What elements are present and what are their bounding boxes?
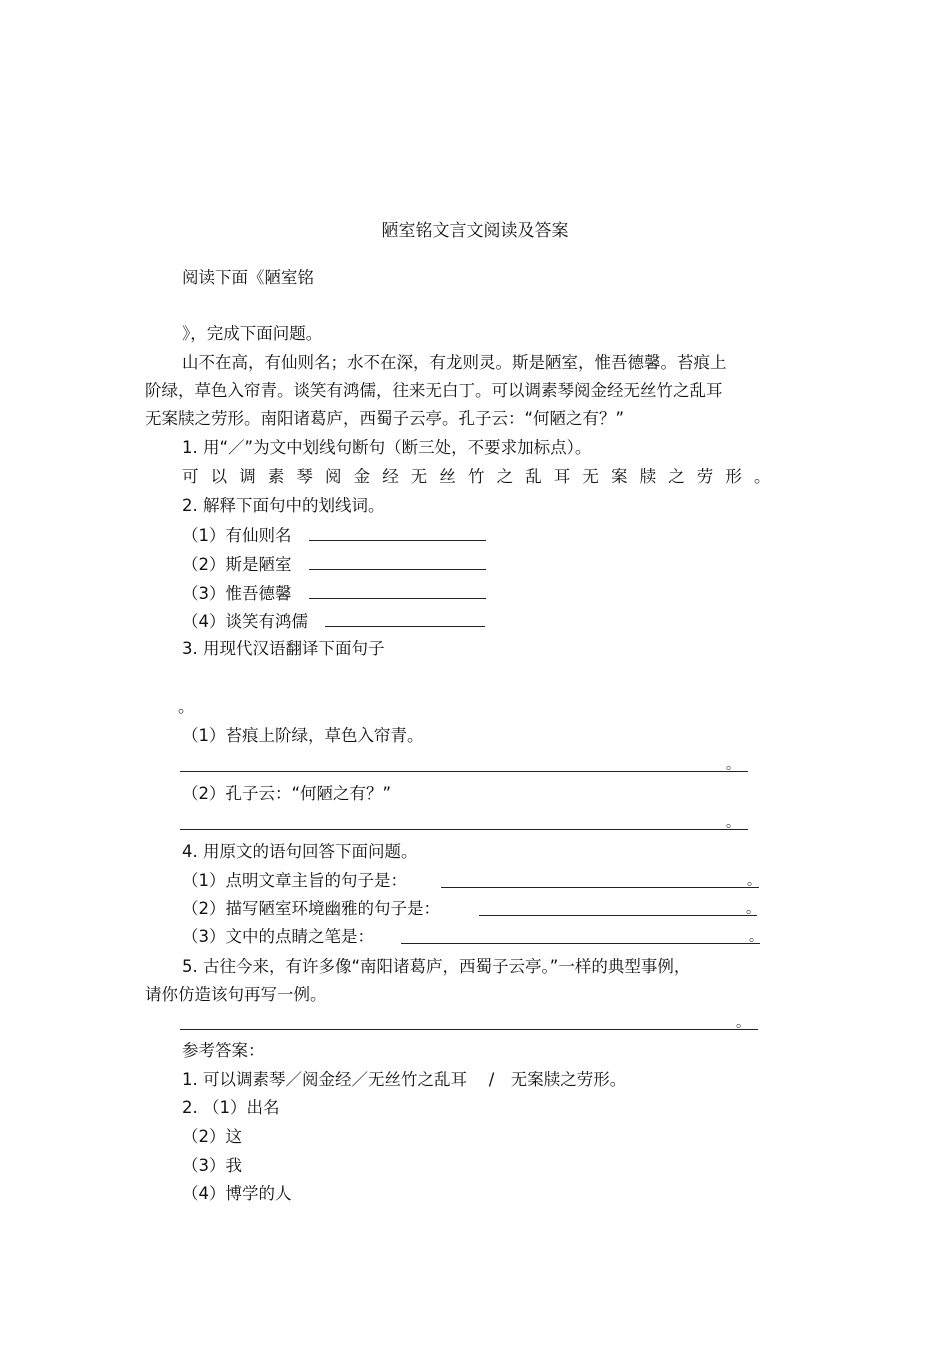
- q1-prompt: 1. 用“／”为文中划线句断句（断三处，不要求加标点）。: [182, 438, 592, 457]
- q3-item-2: （2）孔子云：“何陋之有？”: [182, 784, 392, 803]
- q2-item-1: [182, 524, 486, 546]
- q3-prompt: 3. 用现代汉语翻译下面句子: [182, 639, 385, 658]
- q2-item-3: [182, 582, 486, 604]
- answer-2-1: 2. （1）出名: [182, 1098, 280, 1117]
- q5-line-1: 5. 古往今来，有许多像“南阳诸葛庐，西蜀子云亭。”一样的典型事例，: [182, 957, 691, 976]
- q4-item-1: （1）点明文章主旨的句子是：: [182, 871, 407, 890]
- q3-item-1: （1）苔痕上阶绿，草色入帘青。: [182, 726, 424, 745]
- answer-2-2: （2）这: [182, 1127, 242, 1146]
- q2-item-label: （3）惟吾德馨: [182, 584, 292, 603]
- q2-answer-blank[interactable]: [325, 610, 485, 627]
- q3-answer-line-1[interactable]: [180, 770, 748, 772]
- intro-line-1: 阅读下面《陋室铭: [182, 268, 314, 287]
- q3-answer-line-2[interactable]: [180, 828, 748, 830]
- q5-end-mark: 。: [736, 1015, 750, 1031]
- intro-line-2: 》，完成下面问题。: [182, 324, 323, 343]
- answers-heading: 参考答案：: [182, 1041, 265, 1060]
- q1-sentence: 可以调素琴阅金经无丝竹之乱耳无案牍之劳形。: [182, 467, 783, 486]
- q4-end-mark-1: 。: [747, 873, 761, 889]
- q2-item-4: [182, 610, 485, 632]
- q2-answer-blank[interactable]: [309, 553, 486, 570]
- q3-end-mark-2: 。: [726, 815, 740, 831]
- q3-end-mark-1: 。: [726, 757, 740, 773]
- q2-item-2: [182, 553, 486, 575]
- passage-line-1: 山不在高，有仙则名；水不在深，有龙则灵。斯是陋室，惟吾德馨。苔痕上: [182, 353, 727, 372]
- q4-end-mark-3: 。: [749, 929, 763, 945]
- q4-item-2: （2）描写陋室环境幽雅的句子是：: [182, 899, 440, 918]
- q4-item-3: （3）文中的点睛之笔是：: [182, 927, 374, 946]
- passage-line-3: 无案牍之劳形。南阳诸葛庐，西蜀子云亭。孔子云：“何陋之有？”: [145, 409, 625, 428]
- q2-answer-blank[interactable]: [309, 524, 486, 541]
- passage-line-2: 阶绿，草色入帘青。谈笑有鸿儒，往来无白丁。可以调素琴阅金经无丝竹之乱耳: [145, 381, 723, 400]
- q2-item-label: （4）谈笑有鸿儒: [182, 612, 308, 631]
- q4-end-mark-2: 。: [746, 901, 760, 917]
- q4-prompt: 4. 用原文的语句回答下面问题。: [182, 842, 418, 861]
- q2-answer-blank[interactable]: [309, 582, 486, 599]
- q5-answer-line[interactable]: [180, 1028, 758, 1030]
- answer-2-4: （4）博学的人: [182, 1184, 292, 1203]
- q2-item-label: （1）有仙则名: [182, 526, 292, 545]
- q2-item-label: （2）斯是陋室: [182, 555, 292, 574]
- page-title: 陋室铭文言文阅读及答案: [381, 221, 569, 241]
- answer-1: 1. 可以调素琴／阅金经／无丝竹之乱耳 / 无案牍之劳形。: [182, 1070, 627, 1089]
- q4-answer-line-2[interactable]: [479, 914, 757, 916]
- q4-answer-line-3[interactable]: [401, 942, 760, 944]
- q5-line-2: 请你仿造该句再写一例。: [145, 985, 327, 1004]
- answer-2-3: （3）我: [182, 1156, 242, 1175]
- q4-answer-line-1[interactable]: [441, 886, 759, 888]
- q3-stray-mark: 。: [178, 697, 195, 716]
- q2-prompt: 2. 解释下面句中的划线词。: [182, 496, 385, 515]
